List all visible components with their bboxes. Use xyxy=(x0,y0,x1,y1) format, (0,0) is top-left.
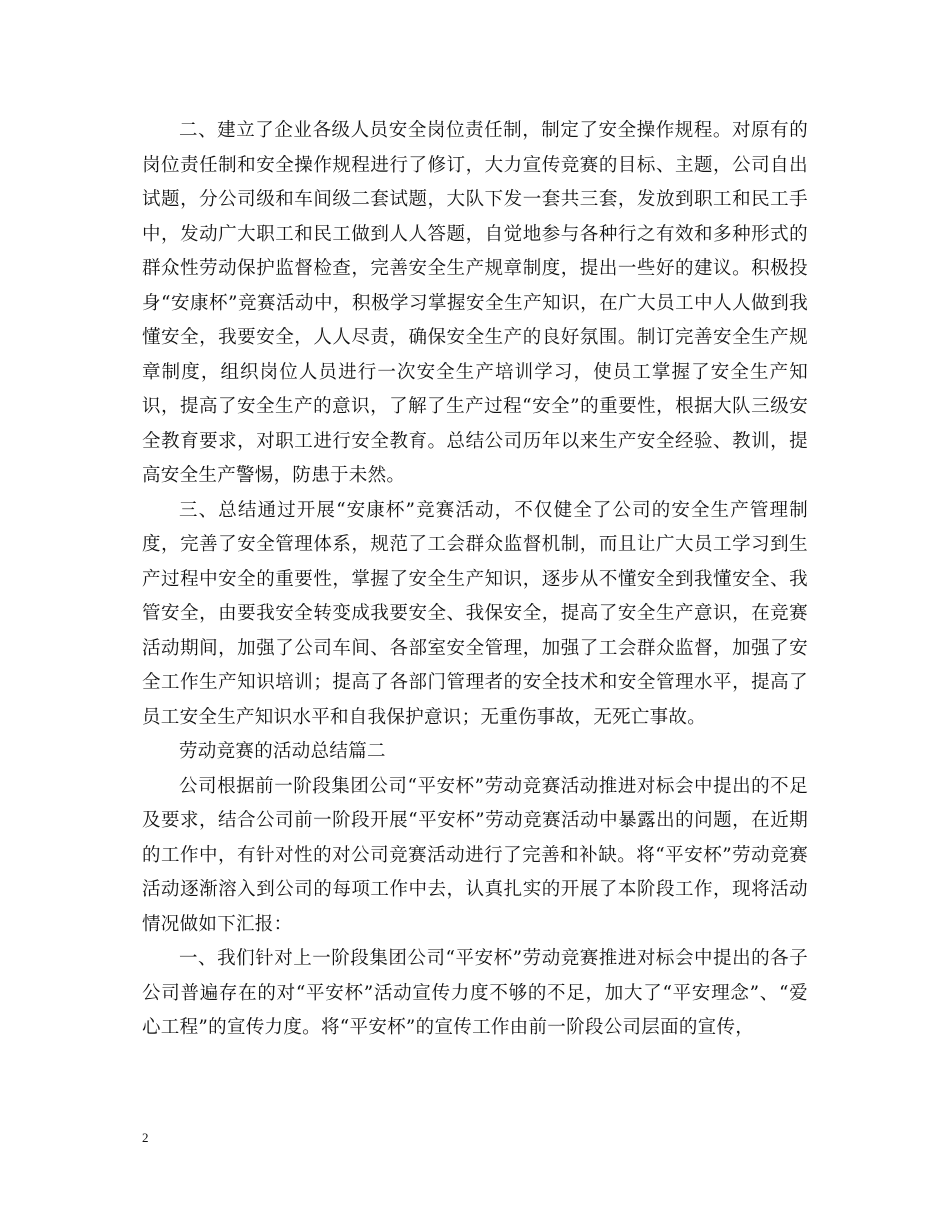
page-number: 2 xyxy=(142,1130,149,1145)
paragraph-point-one: 一、我们针对上一阶段集团公司“平安杯”劳动竞赛推进对标会中提出的各子公司普遍存在的对“平安杯”活动宣传力度不够的不足，加大了“平安理念”、“爱心工程”的宣传力度。将“平安杯”的宣传工作由前一阶段公司层面的宣传， xyxy=(142,948,808,1038)
section-heading: 劳动竞赛的活动总结篇二 xyxy=(179,741,386,762)
paragraph-section-two: 二、建立了企业各级人员安全岗位责任制，制定了安全操作规程。对原有的岗位责任制和安全操作规程进行了修订，大力宣传竞赛的目标、主题，公司自出试题，分公司级和车间级二套试题，大队下发一套共三套，发放到职工和民工手中，发动广大职工和民工做到人人答题，自觉地参与各种行之有效和多种形式的群众性劳动保护监督检查，完善安全生产规章制度，提出一些好的建议。积极投身“安康杯”竞赛活动中，积极学习掌握安全生产知识，在广大员工中人人做到我懂安全，我要安全，人人尽责，确保安全生产的良好氛围。制订完善安全生产规章制度，组织岗位人员进行一次安全生产培训学习，使员工掌握了安全生产知识，提高了安全生产的意识，了解了生产过程“安全”的重要性，根据大队三级安全教育要求，对职工进行安全教育。总结公司历年以来生产安全经验、教训，提高安全生产警惕，防患于未然。 xyxy=(142,120,808,486)
document-body xyxy=(142,114,808,1046)
paragraph-section-three: 三、总结通过开展“安康杯”竞赛活动，不仅健全了公司的安全生产管理制度，完善了安全管理体系，规范了工会群众监督机制，而且让广大员工学习到生产过程中安全的重要性，掌握了安全生产知识，逐步从不懂安全到我懂安全、我管安全，由要我安全转变成我要安全、我保安全，提高了安全生产意识，在竞赛活动期间，加强了公司车间、各部室安全管理，加强了工会群众监督，加强了安全工作生产知识培训；提高了各部门管理者的安全技术和安全管理水平，提高了员工安全生产知识水平和自我保护意识；无重伤事故，无死亡事故。 xyxy=(142,499,808,728)
paragraph-intro: 公司根据前一阶段集团公司“平安杯”劳动竞赛活动推进对标会中提出的不足及要求，结合公司前一阶段开展“平安杯”劳动竞赛活动中暴露出的问题，在近期的工作中，有针对性的对公司竞赛活动进行了完善和补缺。将“平安杯”劳动竞赛活动逐渐溶入到公司的每项工作中去，认真扎实的开展了本阶段工作，现将活动情况做如下汇报： xyxy=(142,775,808,935)
